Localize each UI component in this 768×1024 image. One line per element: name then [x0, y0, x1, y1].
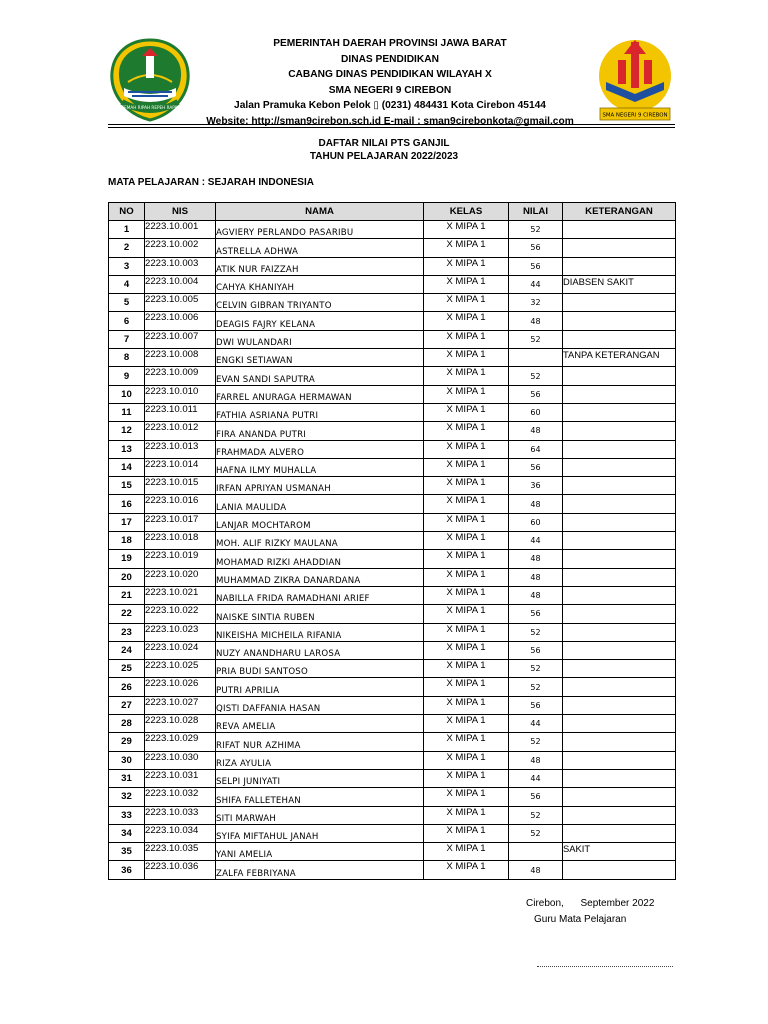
cell-nilai [509, 843, 563, 861]
document-title [0, 137, 768, 163]
cell-nama: FATHIA ASRIANA PUTRI [216, 403, 424, 421]
cell-nama: IRFAN APRIYAN USMANAH [216, 477, 424, 495]
cell-kelas: X MIPA 1 [424, 568, 509, 586]
cell-keterangan [563, 257, 676, 275]
cell-nis: 2223.10.017 [145, 513, 216, 531]
west-java-emblem-icon [108, 38, 192, 122]
cell-nis: 2223.10.016 [145, 495, 216, 513]
cell-kelas: X MIPA 1 [424, 239, 509, 257]
teacher-title: Guru Mata Pelajaran [534, 914, 627, 925]
cell-keterangan [563, 788, 676, 806]
cell-kelas: X MIPA 1 [424, 257, 509, 275]
cell-no: 24 [109, 641, 145, 659]
cell-kelas: X MIPA 1 [424, 312, 509, 330]
cell-nama: NAISKE SINTIA RUBEN [216, 605, 424, 623]
cell-kelas: X MIPA 1 [424, 769, 509, 787]
title-line-1: DAFTAR NILAI PTS GANJIL [318, 138, 450, 149]
cell-keterangan: DIABSEN SAKIT [563, 275, 676, 293]
cell-nis: 2223.10.009 [145, 367, 216, 385]
cell-nama: NABILLA FRIDA RAMADHANI ARIEF [216, 586, 424, 604]
cell-nis: 2223.10.036 [145, 861, 216, 879]
cell-keterangan [563, 330, 676, 348]
cell-keterangan [563, 586, 676, 604]
cell-kelas: X MIPA 1 [424, 586, 509, 604]
cell-kelas: X MIPA 1 [424, 641, 509, 659]
cell-nis: 2223.10.007 [145, 330, 216, 348]
cell-nis: 2223.10.024 [145, 641, 216, 659]
place-date: Cirebon, September 2022 [526, 898, 655, 909]
cell-nama: AGVIERY PERLANDO PASARIBU [216, 221, 424, 239]
cell-nilai: 44 [509, 532, 563, 550]
cell-nama: QISTI DAFFANIA HASAN [216, 696, 424, 714]
cell-kelas: X MIPA 1 [424, 806, 509, 824]
cell-no: 26 [109, 678, 145, 696]
cell-keterangan: SAKIT [563, 843, 676, 861]
cell-keterangan [563, 458, 676, 476]
cell-nis: 2223.10.026 [145, 678, 216, 696]
cell-no: 11 [109, 403, 145, 421]
cell-kelas: X MIPA 1 [424, 477, 509, 495]
cell-nis: 2223.10.018 [145, 532, 216, 550]
cell-kelas: X MIPA 1 [424, 513, 509, 531]
cell-nis: 2223.10.008 [145, 349, 216, 367]
table-row [109, 385, 676, 403]
cell-no: 33 [109, 806, 145, 824]
cell-nama: SELPI JUNIYATI [216, 769, 424, 787]
cell-no: 20 [109, 568, 145, 586]
cell-nilai: 56 [509, 257, 563, 275]
cell-keterangan [563, 312, 676, 330]
table-row [109, 586, 676, 604]
cell-nilai: 56 [509, 696, 563, 714]
cell-nama: CELVIN GIBRAN TRIYANTO [216, 294, 424, 312]
subject-label: MATA PELAJARAN : SEJARAH INDONESIA [108, 177, 314, 188]
cell-kelas: X MIPA 1 [424, 550, 509, 568]
header-contact: Website: http://sman9cirebon.sch.id E-mail : sman9cirebonkota@gmail.com [206, 115, 574, 127]
cell-nama: ATIK NUR FAIZZAH [216, 257, 424, 275]
cell-no: 32 [109, 788, 145, 806]
letterhead [0, 30, 768, 125]
table-row [109, 824, 676, 842]
cell-nilai: 48 [509, 550, 563, 568]
cell-no: 8 [109, 349, 145, 367]
cell-keterangan [563, 641, 676, 659]
cell-nis: 2223.10.021 [145, 586, 216, 604]
cell-nis: 2223.10.022 [145, 605, 216, 623]
table-row [109, 843, 676, 861]
cell-nilai: 56 [509, 458, 563, 476]
table-row [109, 440, 676, 458]
cell-keterangan [563, 532, 676, 550]
cell-nama: NUZY ANANDHARU LAROSA [216, 641, 424, 659]
cell-nis: 2223.10.006 [145, 312, 216, 330]
cell-keterangan [563, 568, 676, 586]
cell-nilai: 60 [509, 403, 563, 421]
cell-nilai: 52 [509, 824, 563, 842]
signature-block [526, 896, 654, 928]
cell-keterangan [563, 495, 676, 513]
cell-nis: 2223.10.001 [145, 221, 216, 239]
cell-keterangan [563, 403, 676, 421]
table-row [109, 495, 676, 513]
cell-no: 5 [109, 294, 145, 312]
cell-nis: 2223.10.025 [145, 660, 216, 678]
cell-keterangan [563, 678, 676, 696]
cell-no: 22 [109, 605, 145, 623]
cell-nis: 2223.10.034 [145, 824, 216, 842]
cell-no: 14 [109, 458, 145, 476]
cell-no: 34 [109, 824, 145, 842]
cell-nis: 2223.10.005 [145, 294, 216, 312]
table-row [109, 660, 676, 678]
cell-keterangan [563, 623, 676, 641]
cell-kelas: X MIPA 1 [424, 458, 509, 476]
title-line-2: TAHUN PELAJARAN 2022/2023 [309, 151, 459, 162]
school-logo-icon [596, 34, 674, 124]
cell-nilai: 44 [509, 715, 563, 733]
cell-keterangan [563, 422, 676, 440]
cell-keterangan [563, 221, 676, 239]
table-row [109, 349, 676, 367]
table-row [109, 513, 676, 531]
table-row [109, 367, 676, 385]
cell-no: 19 [109, 550, 145, 568]
cell-no: 3 [109, 257, 145, 275]
table-row [109, 678, 676, 696]
cell-kelas: X MIPA 1 [424, 532, 509, 550]
cell-nilai: 56 [509, 788, 563, 806]
cell-kelas: X MIPA 1 [424, 440, 509, 458]
cell-keterangan [563, 751, 676, 769]
cell-no: 4 [109, 275, 145, 293]
table-row [109, 715, 676, 733]
cell-nama: MOH. ALIF RIZKY MAULANA [216, 532, 424, 550]
cell-keterangan: TANPA KETERANGAN [563, 349, 676, 367]
cell-nilai: 36 [509, 477, 563, 495]
cell-nis: 2223.10.013 [145, 440, 216, 458]
cell-kelas: X MIPA 1 [424, 861, 509, 879]
table-row [109, 623, 676, 641]
table-row [109, 221, 676, 239]
cell-kelas: X MIPA 1 [424, 422, 509, 440]
table-row [109, 641, 676, 659]
cell-nilai: 44 [509, 275, 563, 293]
cell-nama: FARREL ANURAGA HERMAWAN [216, 385, 424, 403]
cell-nama: PRIA BUDI SANTOSO [216, 660, 424, 678]
cell-nama: LANJAR MOCHTAROM [216, 513, 424, 531]
table-row [109, 477, 676, 495]
cell-no: 21 [109, 586, 145, 604]
cell-kelas: X MIPA 1 [424, 660, 509, 678]
cell-kelas: X MIPA 1 [424, 733, 509, 751]
cell-no: 28 [109, 715, 145, 733]
cell-no: 35 [109, 843, 145, 861]
cell-nilai: 52 [509, 678, 563, 696]
table-row [109, 422, 676, 440]
cell-no: 13 [109, 440, 145, 458]
cell-nis: 2223.10.010 [145, 385, 216, 403]
cell-nama: DWI WULANDARI [216, 330, 424, 348]
header-branch: CABANG DINAS PENDIDIKAN WILAYAH X [288, 69, 492, 80]
cell-nama: LANIA MAULIDA [216, 495, 424, 513]
cell-nis: 2223.10.023 [145, 623, 216, 641]
cell-nama: DEAGIS FAJRY KELANA [216, 312, 424, 330]
cell-nilai: 56 [509, 605, 563, 623]
table-row [109, 788, 676, 806]
cell-nis: 2223.10.019 [145, 550, 216, 568]
cell-nilai: 48 [509, 422, 563, 440]
cell-nis: 2223.10.030 [145, 751, 216, 769]
cell-nilai: 52 [509, 623, 563, 641]
table-row [109, 861, 676, 879]
cell-nilai: 48 [509, 568, 563, 586]
cell-nis: 2223.10.011 [145, 403, 216, 421]
cell-no: 29 [109, 733, 145, 751]
cell-no: 7 [109, 330, 145, 348]
table-row [109, 806, 676, 824]
cell-kelas: X MIPA 1 [424, 495, 509, 513]
cell-no: 10 [109, 385, 145, 403]
cell-keterangan [563, 294, 676, 312]
cell-nis: 2223.10.002 [145, 239, 216, 257]
header-divider [108, 124, 675, 125]
cell-keterangan [563, 769, 676, 787]
cell-nilai: 52 [509, 367, 563, 385]
cell-nis: 2223.10.033 [145, 806, 216, 824]
cell-nis: 2223.10.015 [145, 477, 216, 495]
cell-nis: 2223.10.014 [145, 458, 216, 476]
cell-kelas: X MIPA 1 [424, 788, 509, 806]
header-keterangan: KETERANGAN [563, 203, 676, 221]
cell-nilai: 52 [509, 806, 563, 824]
cell-no: 25 [109, 660, 145, 678]
cell-nilai: 56 [509, 641, 563, 659]
header-nilai: NILAI [509, 203, 563, 221]
cell-no: 1 [109, 221, 145, 239]
cell-kelas: X MIPA 1 [424, 403, 509, 421]
cell-keterangan [563, 367, 676, 385]
header-agency: DINAS PENDIDIKAN [341, 53, 439, 65]
table-row [109, 257, 676, 275]
cell-kelas: X MIPA 1 [424, 349, 509, 367]
cell-nama: HAFNA ILMY MUHALLA [216, 458, 424, 476]
cell-keterangan [563, 733, 676, 751]
cell-nilai: 48 [509, 751, 563, 769]
cell-kelas: X MIPA 1 [424, 751, 509, 769]
cell-nilai: 48 [509, 312, 563, 330]
cell-kelas: X MIPA 1 [424, 294, 509, 312]
cell-kelas: X MIPA 1 [424, 221, 509, 239]
cell-nilai: 52 [509, 221, 563, 239]
cell-nilai: 52 [509, 330, 563, 348]
cell-nama: RIZA AYULIA [216, 751, 424, 769]
cell-nis: 2223.10.028 [145, 715, 216, 733]
letterhead-text [190, 36, 590, 129]
header-nama: NAMA [216, 203, 424, 221]
cell-keterangan [563, 861, 676, 879]
cell-nilai: 56 [509, 385, 563, 403]
cell-nama: YANI AMELIA [216, 843, 424, 861]
cell-keterangan [563, 806, 676, 824]
cell-nama: SITI MARWAH [216, 806, 424, 824]
cell-nis: 2223.10.004 [145, 275, 216, 293]
cell-nilai: 32 [509, 294, 563, 312]
cell-nilai: 48 [509, 586, 563, 604]
cell-keterangan [563, 696, 676, 714]
cell-kelas: X MIPA 1 [424, 824, 509, 842]
table-row [109, 696, 676, 714]
cell-nis: 2223.10.031 [145, 769, 216, 787]
cell-no: 27 [109, 696, 145, 714]
header-divider-thin [108, 127, 675, 128]
cell-nilai: 48 [509, 861, 563, 879]
cell-nama: MOHAMAD RIZKI AHADDIAN [216, 550, 424, 568]
table-row [109, 239, 676, 257]
cell-nama: REVA AMELIA [216, 715, 424, 733]
cell-nama: ENGKI SETIAWAN [216, 349, 424, 367]
cell-no: 6 [109, 312, 145, 330]
cell-nilai: 60 [509, 513, 563, 531]
header-school: SMA NEGERI 9 CIREBON [328, 84, 452, 96]
cell-nilai: 44 [509, 769, 563, 787]
cell-no: 23 [109, 623, 145, 641]
cell-keterangan [563, 477, 676, 495]
cell-no: 31 [109, 769, 145, 787]
cell-no: 12 [109, 422, 145, 440]
cell-keterangan [563, 715, 676, 733]
cell-nama: PUTRI APRILIA [216, 678, 424, 696]
signature-line [537, 966, 673, 967]
cell-keterangan [563, 385, 676, 403]
cell-nis: 2223.10.027 [145, 696, 216, 714]
header-address: Jalan Pramuka Kebon Pelok ▯ (0231) 484431 Kota Cirebon 45144 [234, 100, 546, 111]
table-row [109, 733, 676, 751]
header-kelas: KELAS [424, 203, 509, 221]
cell-no: 36 [109, 861, 145, 879]
cell-nilai: 64 [509, 440, 563, 458]
cell-kelas: X MIPA 1 [424, 696, 509, 714]
cell-keterangan [563, 605, 676, 623]
cell-keterangan [563, 440, 676, 458]
header-no: NO [109, 203, 145, 221]
table-row [109, 330, 676, 348]
cell-nilai: 52 [509, 660, 563, 678]
logo-left-caption: GEMAH RIPAH REPEH RAPIH [120, 105, 180, 110]
cell-keterangan [563, 550, 676, 568]
table-body [109, 221, 676, 880]
cell-no: 18 [109, 532, 145, 550]
cell-nilai: 48 [509, 495, 563, 513]
cell-nilai [509, 349, 563, 367]
cell-keterangan [563, 660, 676, 678]
cell-nama: SHIFA FALLETEHAN [216, 788, 424, 806]
header-nis: NIS [145, 203, 216, 221]
table-row [109, 769, 676, 787]
cell-nilai: 56 [509, 239, 563, 257]
cell-keterangan [563, 824, 676, 842]
cell-nis: 2223.10.035 [145, 843, 216, 861]
logo-right-caption: SMA NEGERI 9 CIREBON [602, 112, 668, 119]
cell-nis: 2223.10.029 [145, 733, 216, 751]
table-row [109, 605, 676, 623]
cell-nis: 2223.10.020 [145, 568, 216, 586]
cell-kelas: X MIPA 1 [424, 330, 509, 348]
cell-nis: 2223.10.012 [145, 422, 216, 440]
table-row [109, 751, 676, 769]
cell-nilai: 52 [509, 733, 563, 751]
cell-nama: FIRA ANANDA PUTRI [216, 422, 424, 440]
cell-kelas: X MIPA 1 [424, 843, 509, 861]
cell-nama: ASTRELLA ADHWA [216, 239, 424, 257]
cell-no: 2 [109, 239, 145, 257]
cell-kelas: X MIPA 1 [424, 678, 509, 696]
table-row [109, 550, 676, 568]
cell-kelas: X MIPA 1 [424, 367, 509, 385]
cell-no: 9 [109, 367, 145, 385]
cell-nama: NIKEISHA MICHEILA RIFANIA [216, 623, 424, 641]
cell-no: 15 [109, 477, 145, 495]
table-row [109, 532, 676, 550]
cell-kelas: X MIPA 1 [424, 623, 509, 641]
table-header-row [109, 203, 676, 221]
table-row [109, 458, 676, 476]
cell-kelas: X MIPA 1 [424, 385, 509, 403]
cell-nis: 2223.10.003 [145, 257, 216, 275]
table-row [109, 403, 676, 421]
cell-nama: RIFAT NUR AZHIMA [216, 733, 424, 751]
cell-nis: 2223.10.032 [145, 788, 216, 806]
cell-nama: MUHAMMAD ZIKRA DANARDANA [216, 568, 424, 586]
table-row [109, 294, 676, 312]
table-row [109, 275, 676, 293]
cell-kelas: X MIPA 1 [424, 275, 509, 293]
cell-nama: EVAN SANDI SAPUTRA [216, 367, 424, 385]
cell-no: 30 [109, 751, 145, 769]
table-row [109, 312, 676, 330]
cell-keterangan [563, 239, 676, 257]
cell-nama: FRAHMADA ALVERO [216, 440, 424, 458]
cell-nama: SYIFA MIFTAHUL JANAH [216, 824, 424, 842]
cell-keterangan [563, 513, 676, 531]
table-row [109, 568, 676, 586]
header-government: PEMERINTAH DAERAH PROVINSI JAWA BARAT [273, 38, 507, 49]
cell-no: 16 [109, 495, 145, 513]
cell-nama: CAHYA KHANIYAH [216, 275, 424, 293]
cell-no: 17 [109, 513, 145, 531]
grades-table [108, 202, 676, 880]
cell-kelas: X MIPA 1 [424, 605, 509, 623]
cell-nama: ZALFA FEBRIYANA [216, 861, 424, 879]
cell-kelas: X MIPA 1 [424, 715, 509, 733]
